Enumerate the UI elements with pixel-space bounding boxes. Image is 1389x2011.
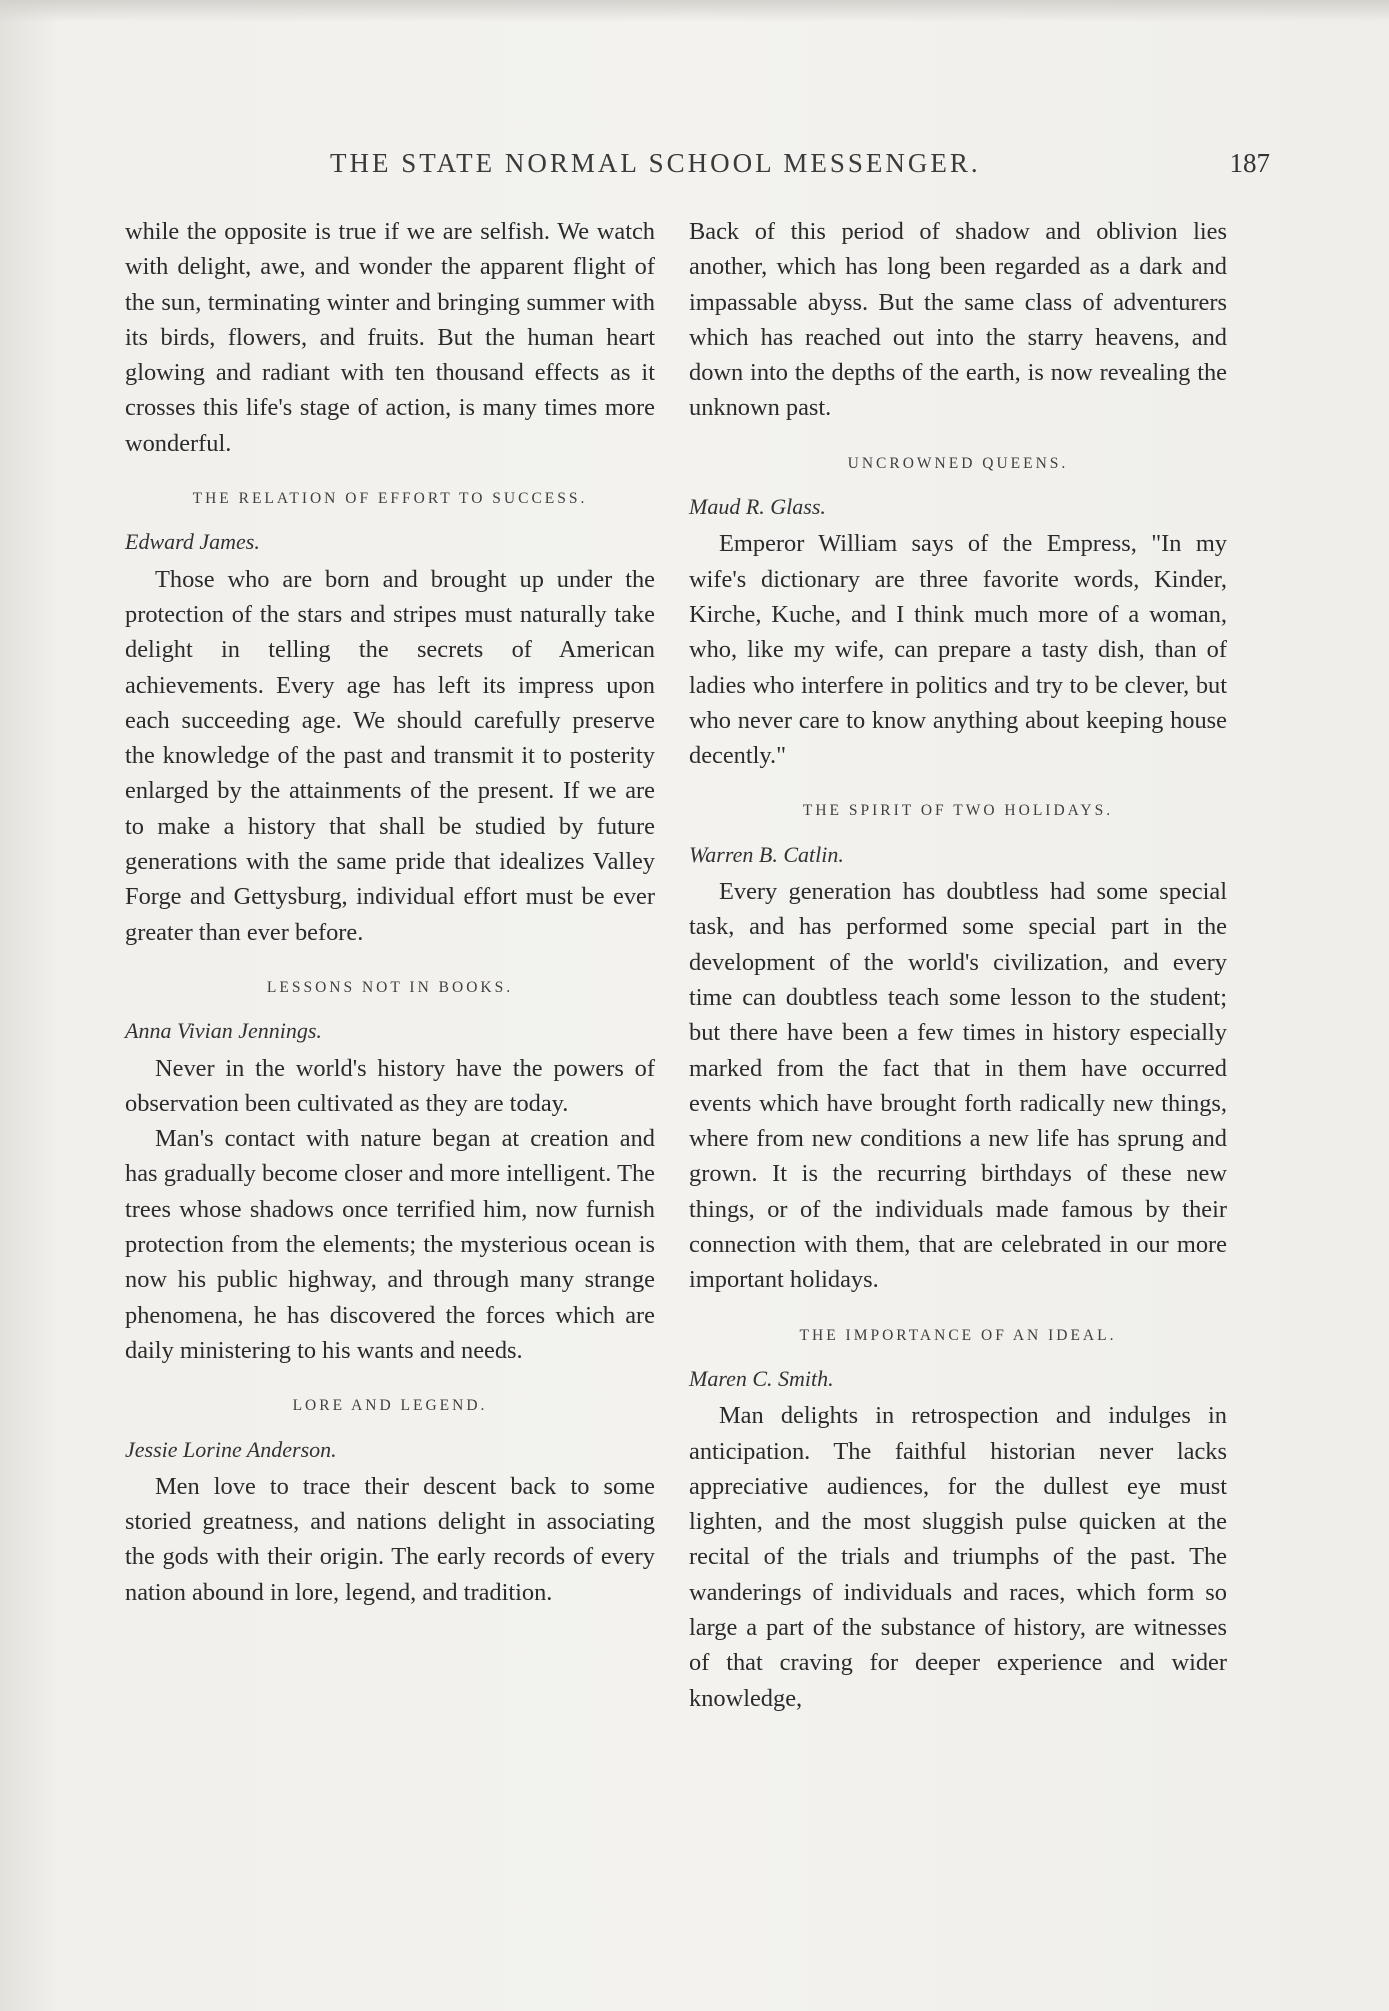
continued-paragraph: Back of this period of shadow and oblivion lies another, which has long been regarded as a dark and impassable abyss. But the same class of adventurers which has reached out into the starry heavens, and down into the depths of the earth, is now revealing the unknown past.	[689, 218, 1227, 422]
section-title: THE SPIRIT OF TWO HOLIDAYS.	[802, 802, 1114, 820]
right-column	[689, 214, 1227, 1716]
paragraph: Every generation has doubtless had some special task, and has performed some special part in the development of the world's civilization, and every time can doubtless teach some lesson to the student; but there have been a few times in history especially marked from the fact that in them have occurred events which have brought forth radically new things, where from new conditions a new life has sprung and grown. It is the recurring birthdays of these new things, or of the individuals made famous by their connection with them, that are celebrated in our more important holidays.	[689, 878, 1227, 1294]
paragraph: Man delights in retrospection and indulges in anticipation. The faithful historian never lacks appreciative audiences, for the dullest eye must lighten, and the most sluggish pulse quicken at the recital of the trials and triumphs of the past. The wanderings of individuals and races, which form so large a part of the substance of history, are witnesses of that craving for deeper experience and wider knowledge,	[689, 1402, 1227, 1712]
paragraph: Emperor William says of the Empress, "In my wife's dictionary are three favorite words, Kinder, Kirche, Kuche, and I think much more of a woman, who, like my wife, can prepare a tasty dish, than of ladies who interfere in politics and try to be clever, but who never care to know anything about keeping house decently."	[689, 530, 1227, 770]
section-title: THE RELATION OF EFFORT TO SUCCESS.	[192, 490, 588, 508]
section-title: UNCROWNED QUEENS.	[847, 454, 1069, 472]
section-author: Edward James.	[125, 529, 260, 555]
paragraph: Men love to trace their descent back to some storied greatness, and nations delight in associating the gods with their origin. The early records of every nation abound in lore, legend, and tradition.	[125, 1472, 655, 1606]
page-edge-shadow	[0, 0, 1389, 22]
section-title: LORE AND LEGEND.	[292, 1397, 488, 1415]
paragraph: Man's contact with nature began at creation and has gradually become closer and more intelligent. The trees whose shadows once terrified him, now furnish protection from the elements; the mysterious ocean is now his public highway, and through many strange phenomena, he has discovered the forces which are daily ministering to his wants and needs.	[125, 1125, 655, 1364]
page-number: 187	[1229, 148, 1270, 178]
section-author: Maren C. Smith.	[689, 1365, 834, 1391]
continued-paragraph: while the opposite is true if we are selfish. We watch with delight, awe, and wonder the apparent flight of the sun, terminating winter and bringing summer with its birds, flowers, and fruits. But the human heart glowing and radiant with ten thousand effects as it crosses this life's stage of action, is many times more wonderful.	[125, 218, 655, 457]
section-title: THE IMPORTANCE OF AN IDEAL.	[799, 1326, 1117, 1344]
running-header	[120, 148, 1270, 188]
section-author: Warren B. Catlin.	[689, 841, 844, 867]
left-column	[125, 214, 655, 1610]
paragraph: Those who are born and brought up under the protection of the stars and stripes must naturally take delight in telling the secrets of American achievements. Every age has left its impress upon each succeeding age. We should carefully preserve the knowledge of the past and transmit it to posterity enlarged by the attainments of the present. If we are to make a history that shall be studied by future generations with the same pride that idealizes Valley Forge and Gettysburg, individual effort must be ever greater than ever before.	[125, 565, 655, 946]
section-author: Maud R. Glass.	[689, 494, 826, 520]
paragraph: Never in the world's history have the powers of observation been cultivated as they are today.	[125, 1054, 655, 1117]
section-title: LESSONS NOT IN BOOKS.	[266, 978, 514, 996]
journal-title: THE STATE NORMAL SCHOOL MESSENGER.	[330, 148, 981, 178]
section-author: Jessie Lorine Anderson.	[125, 1436, 337, 1462]
section-author: Anna Vivian Jennings.	[125, 1018, 322, 1044]
